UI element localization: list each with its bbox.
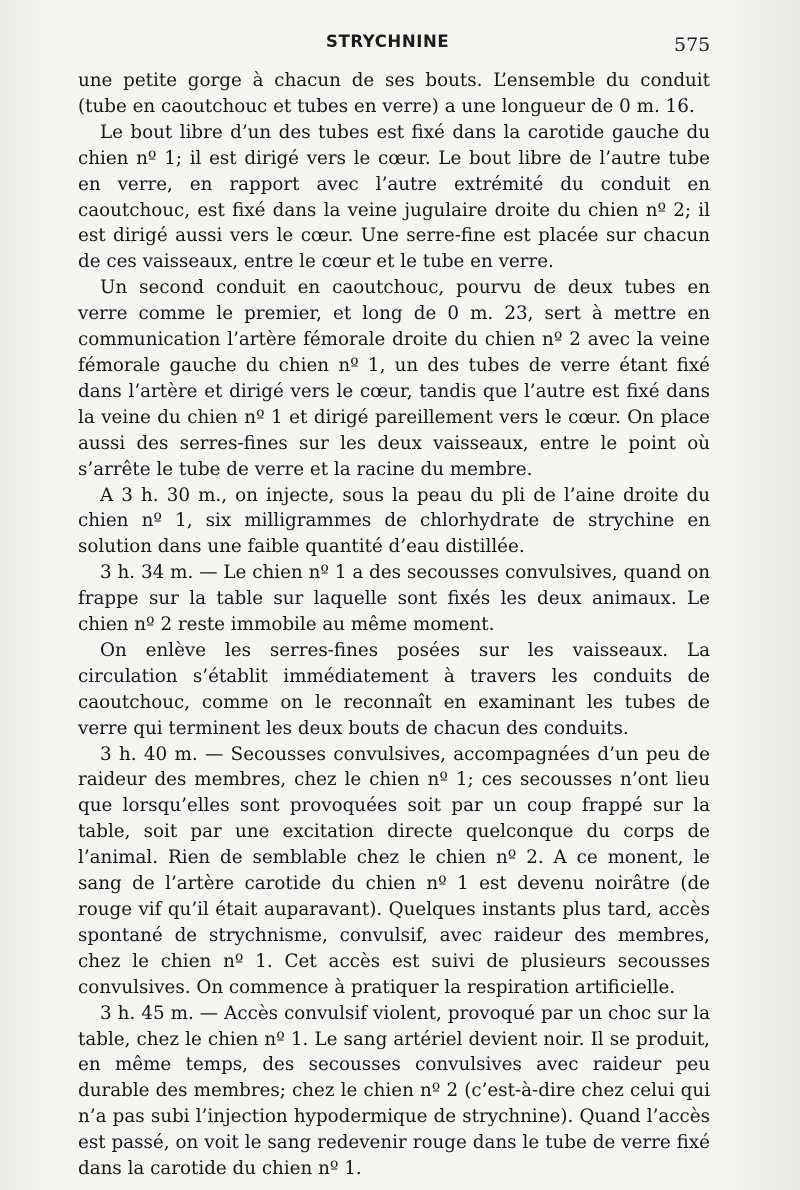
paragraph-continued: une petite gorge à chacun de ses bouts. L’ensemble du conduit (tube en caoutchouc et tubes en verre) a une longueur de 0 m. 16. bbox=[78, 70, 710, 117]
running-title: STRYCHNINE bbox=[326, 32, 450, 51]
page-header bbox=[0, 30, 800, 64]
page-number: 575 bbox=[674, 34, 711, 56]
paragraph: Le bout libre d’un des tubes est fixé dans la carotide gauche du chien nº 1; il est dirigé vers le cœur. Le bout libre de l’autre tube en verre, en rapport avec l’autre extrémité du conduit en caoutchouc, est fixé dans la veine jugulaire droite du chien nº 2; il est dirigé aussi vers le cœur. Une serre-fine est placée sur chacun de ces vaisseaux, entre le cœur et le tube en verre. bbox=[78, 121, 710, 273]
paragraph: On enlève les serres-fines posées sur les vaisseaux. La circulation s’établit immédiatement à travers les conduits de caoutchouc, comme on le reconnaît en examinant les tubes de verre qui terminent les deux bouts de chacun des conduits. bbox=[78, 639, 710, 739]
paragraph: A 3 h. 30 m., on injecte, sous la peau du pli de l’aine droite du chien nº 1, six milligrammes de chlorhydrate de strychine en solution dans une faible quantité d’eau distillée. bbox=[78, 484, 710, 558]
paragraph: 3 h. 40 m. — Secousses convulsives, accompagnées d’un peu de raideur des membres, chez le chien nº 1; ces secousses n’ont lieu que lorsqu’elles sont provoquées soit par un coup frappé sur la table, soit par une excitation directe quelconque du corps de l’animal. Rien de semblable chez le chien nº 2. A ce monent, le sang de l’artère carotide du chien nº 1 est devenu noirâtre (de rouge vif qu’il était auparavant). Quelques instants plus tard, accès spontané de strychnisme, convulsif, avec raideur des membres, chez le chien nº 1. Cet accès est suivi de plusieurs secousses convulsives. On commence à pratiquer la respiration artificielle. bbox=[78, 743, 710, 998]
body-text bbox=[78, 68, 710, 1182]
paragraph: 3 h. 45 m. — Accès convulsif violent, provoqué par un choc sur la table, chez le chien nº 1. Le sang artériel devient noir. Il se produit, en même temps, des secousses convulsives avec raideur peu durable des membres; chez le chien nº 2 (c’est-à-dire chez celui qui n’a pas subi l’injection hypodermique de strychnine). Quand l’accès est passé, on voit le sang redevenir rouge dans le tube de verre fixé dans la carotide du chien nº 1. bbox=[78, 1002, 710, 1180]
paragraph: 3 h. 34 m. — Le chien nº 1 a des secousses convulsives, quand on frappe sur la table sur laquelle sont fixés les deux animaux. Le chien nº 2 reste immobile au même moment. bbox=[78, 562, 710, 636]
paragraph: Un second conduit en caoutchouc, pourvu de deux tubes en verre comme le premier, et long de 0 m. 23, sert à mettre en communication l’artère fémorale droite du chien nº 2 avec la veine fémorale gauche du chien nº 1, un des tubes de verre étant fixé dans l’artère et dirigé vers le cœur, tandis que l’autre est fixé dans la veine du chien nº 1 et dirigé pareillement vers le cœur. On place aussi des serres-fines sur les deux vaisseaux, entre le point où s’arrête le tube de verre et la racine du membre. bbox=[78, 277, 710, 480]
